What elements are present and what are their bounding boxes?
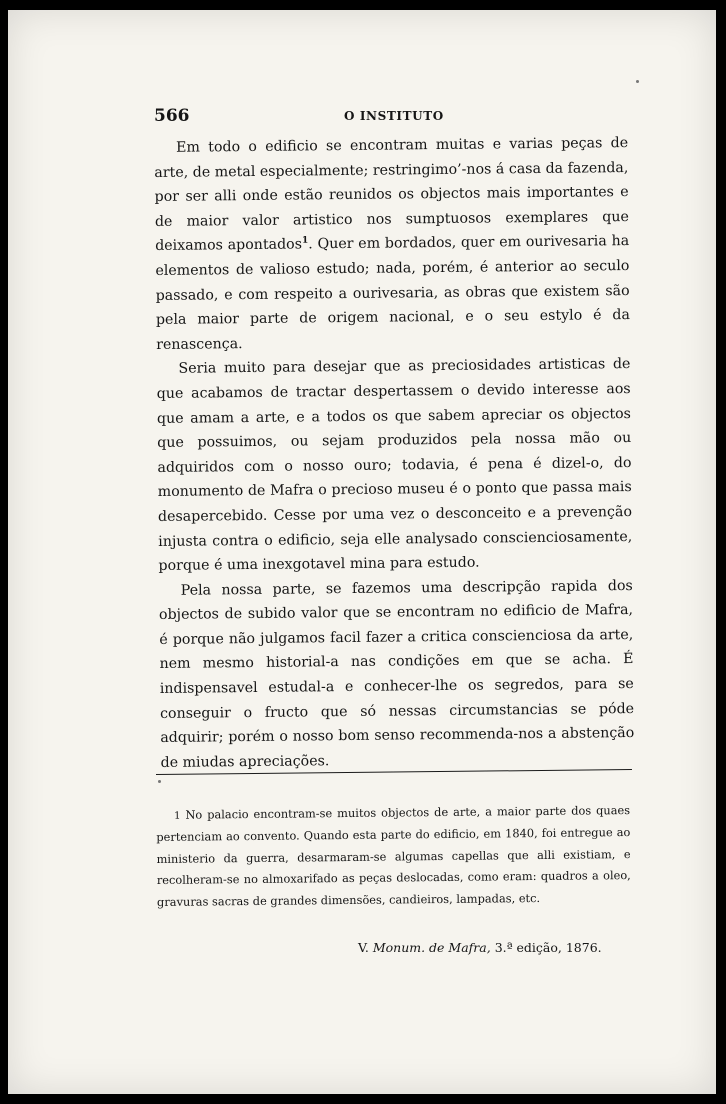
body-text — [154, 131, 635, 775]
paragraph-3: Pela nossa parte, se fazemos uma descripção rapida dos objectos de subido valor que se encontram no edificio de Mafra, é porque não julgamos facil fazer a critica conscienciosa da arte, nem mesmo historial-a nas condições em que se acha. É indispensavel estudal-a e conhecer-lhe os segredos, para se conseguir o fructo que só nessas circumstancias se póde adquirir; porém o nosso bom senso recommenda-nos a abstenção de miudas apreciações. — [158, 577, 635, 771]
footnote-reference: 1 — [301, 236, 309, 247]
citation-suffix: 3.ª edição, 1876. — [494, 940, 602, 955]
citation-title: Monum. de Mafra, — [372, 940, 491, 955]
page-header — [154, 106, 624, 130]
paragraph-1-continuation: . Quer em bordados, quer em ourivesaria ha elementos de valioso estudo; nada, porém, é anterior ao seculo passado, e com respeito a ourivesaria, as obras que existem são pela maior parte de origem nacional, e o seu estylo é da renascença. — [155, 233, 630, 353]
footnote-citation — [358, 940, 602, 955]
footnote-text: No palacio encontram-se muitos objectos de arte, a maior parte dos quaes pertenciam ao convento. Quando esta parte do edificio, em 1840, foi entregue ao ministerio da guerra, desarmaram-se algumas capellas que alli existiam, e recolheram-se no almoxarifado as peças deslocadas, como eram: quadros a oleo, gravuras sacras de grandes dimensões, candieiros, lampadas, etc. — [156, 803, 631, 909]
footnote-number: 1 — [174, 810, 181, 822]
footnote-paragraph — [156, 800, 631, 913]
footnote — [156, 800, 631, 913]
paragraph-2: Seria muito para desejar que as preciosidades artisticas de que acabamos de tractar despertassem o devido interesse aos que amam a arte, e a todos os que sabem apreciar os objectos que possuimos, ou sejam produzidos pela nossa mão ou adquiridos com o nosso ouro; todavia, é pena é dizel-o, do monumento de Mafra o precioso museu é o ponto que passa mais desapercebido. Cesse por uma vez o desconceito e a prevenção injusta contra o edificio, seja elle analysado conscienciosamente, porque é uma inexgotavel mina para estudo. — [156, 356, 633, 575]
citation-prefix: V. — [358, 940, 369, 955]
paragraph-1-text: Em todo o edificio se encontram muitas e varias peças de arte, de metal especialmente; restringimo’-nos á casa da fazenda, por ser alli onde estão reunidos os objectos mais importantes e de maior valor artistico nos sumptuosos exemplares que deixamos apontados — [154, 135, 629, 255]
scan-speck — [158, 780, 161, 783]
paragraph-1 — [154, 131, 630, 357]
scan-speck — [636, 80, 639, 83]
page-number: 566 — [154, 106, 190, 126]
running-title: O INSTITUTO — [344, 109, 444, 123]
document-page — [8, 10, 716, 1094]
